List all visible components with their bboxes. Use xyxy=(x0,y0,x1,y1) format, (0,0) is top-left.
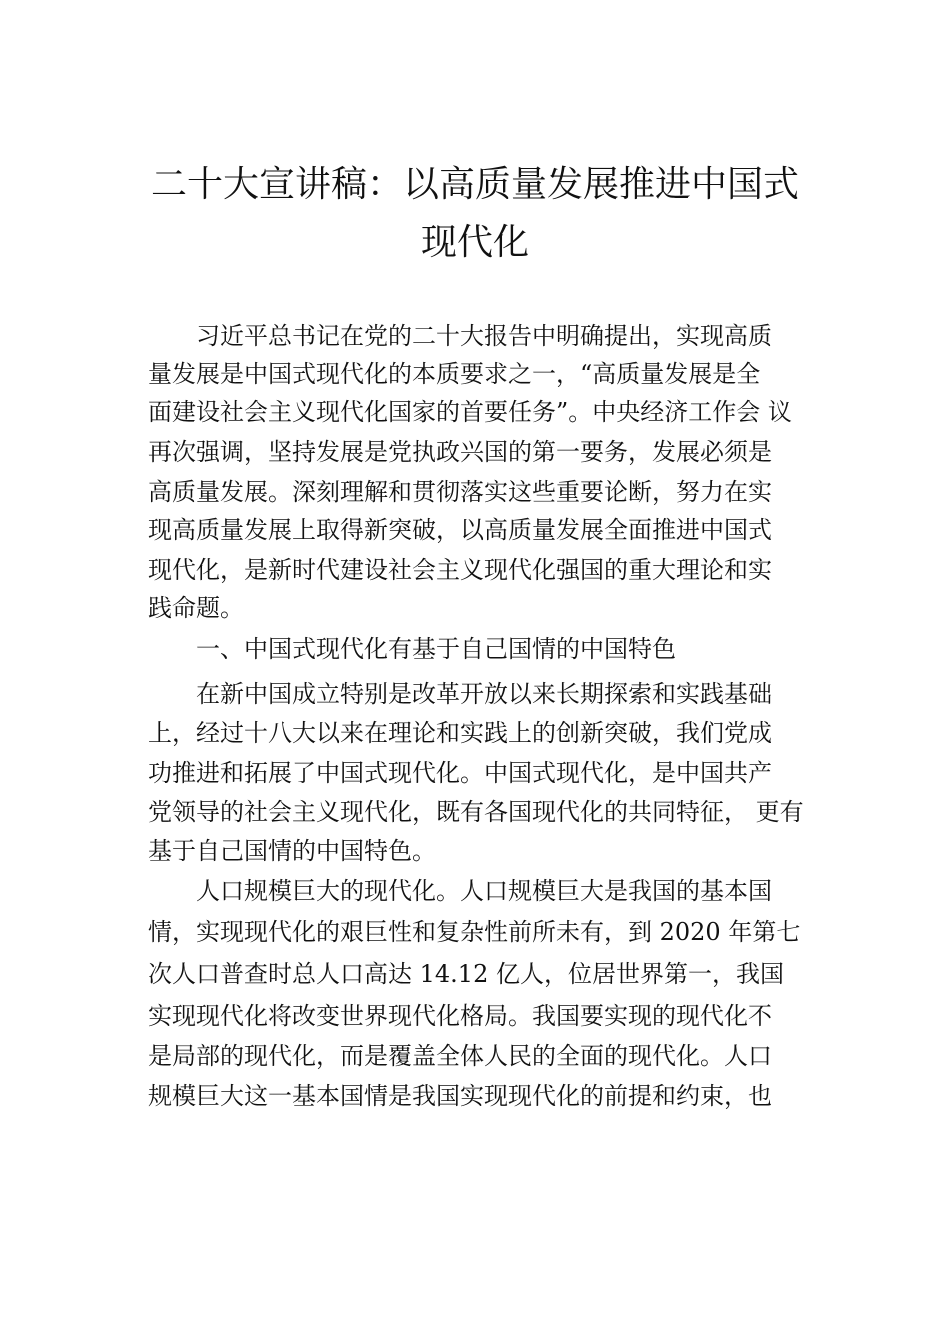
paragraph-2-line: 基于自己国情的中国特色。 xyxy=(148,837,436,865)
paragraph-3-line: 是局部的现代化，而是覆盖全体人民的全面的现代化。人口 xyxy=(148,1042,772,1070)
paragraph-3-line: 情，实现现代化的艰巨性和复杂性前所未有，到 2020 年第七 xyxy=(148,918,801,946)
document-title xyxy=(110,156,840,272)
title-line-2: 现代化 xyxy=(420,222,529,263)
paragraph-1-line: 践命题。 xyxy=(148,594,244,622)
paragraph-1-line: 再次强调，坚持发展是党执政兴国的第一要务，发展必须是 xyxy=(148,438,772,466)
paragraph-2-line: 在新中国成立特别是改革开放以来长期探索和实践基础 xyxy=(196,680,772,708)
paragraph-2-line: 功推进和拓展了中国式现代化。中国式现代化，是中国共产 xyxy=(148,759,772,787)
title-line-1: 二十大宣讲稿：以高质量发展推进中国式 xyxy=(150,164,799,205)
paragraph-3-line: 次人口普查时总人口高达 14.12 亿人，位居世界第一，我国 xyxy=(148,960,784,988)
paragraph-2-line: 党领导的社会主义现代化，既有各国现代化的共同特征， 更有 xyxy=(148,798,804,826)
paragraph-2-line: 上，经过十八大以来在理论和实践上的创新突破，我们党成 xyxy=(148,719,772,747)
paragraph-3-line: 人口规模巨大的现代化。人口规模巨大是我国的基本国 xyxy=(196,877,772,905)
paragraph-1-line: 现代化，是新时代建设社会主义现代化强国的重大理论和实 xyxy=(148,556,772,584)
paragraph-1-line: 面建设社会主义现代化国家的首要任务”。中央经济工作会 议 xyxy=(148,398,792,426)
paragraph-1-line: 习近平总书记在党的二十大报告中明确提出，实现高质 xyxy=(196,322,772,350)
paragraph-1-line: 量发展是中国式现代化的本质要求之一，“高质量发展是全 xyxy=(148,360,761,388)
paragraph-3-line: 实现现代化将改变世界现代化格局。我国要实现的现代化不 xyxy=(148,1002,772,1030)
paragraph-1-line: 高质量发展。深刻理解和贯彻落实这些重要论断，努力在实 xyxy=(148,478,772,506)
paragraph-1-line: 现高质量发展上取得新突破，以高质量发展全面推进中国式 xyxy=(148,516,772,544)
paragraph-3-line: 规模巨大这一基本国情是我国实现现代化的前提和约束，也 xyxy=(148,1082,772,1110)
section-heading: 一、中国式现代化有基于自己国情的中国特色 xyxy=(196,635,676,663)
